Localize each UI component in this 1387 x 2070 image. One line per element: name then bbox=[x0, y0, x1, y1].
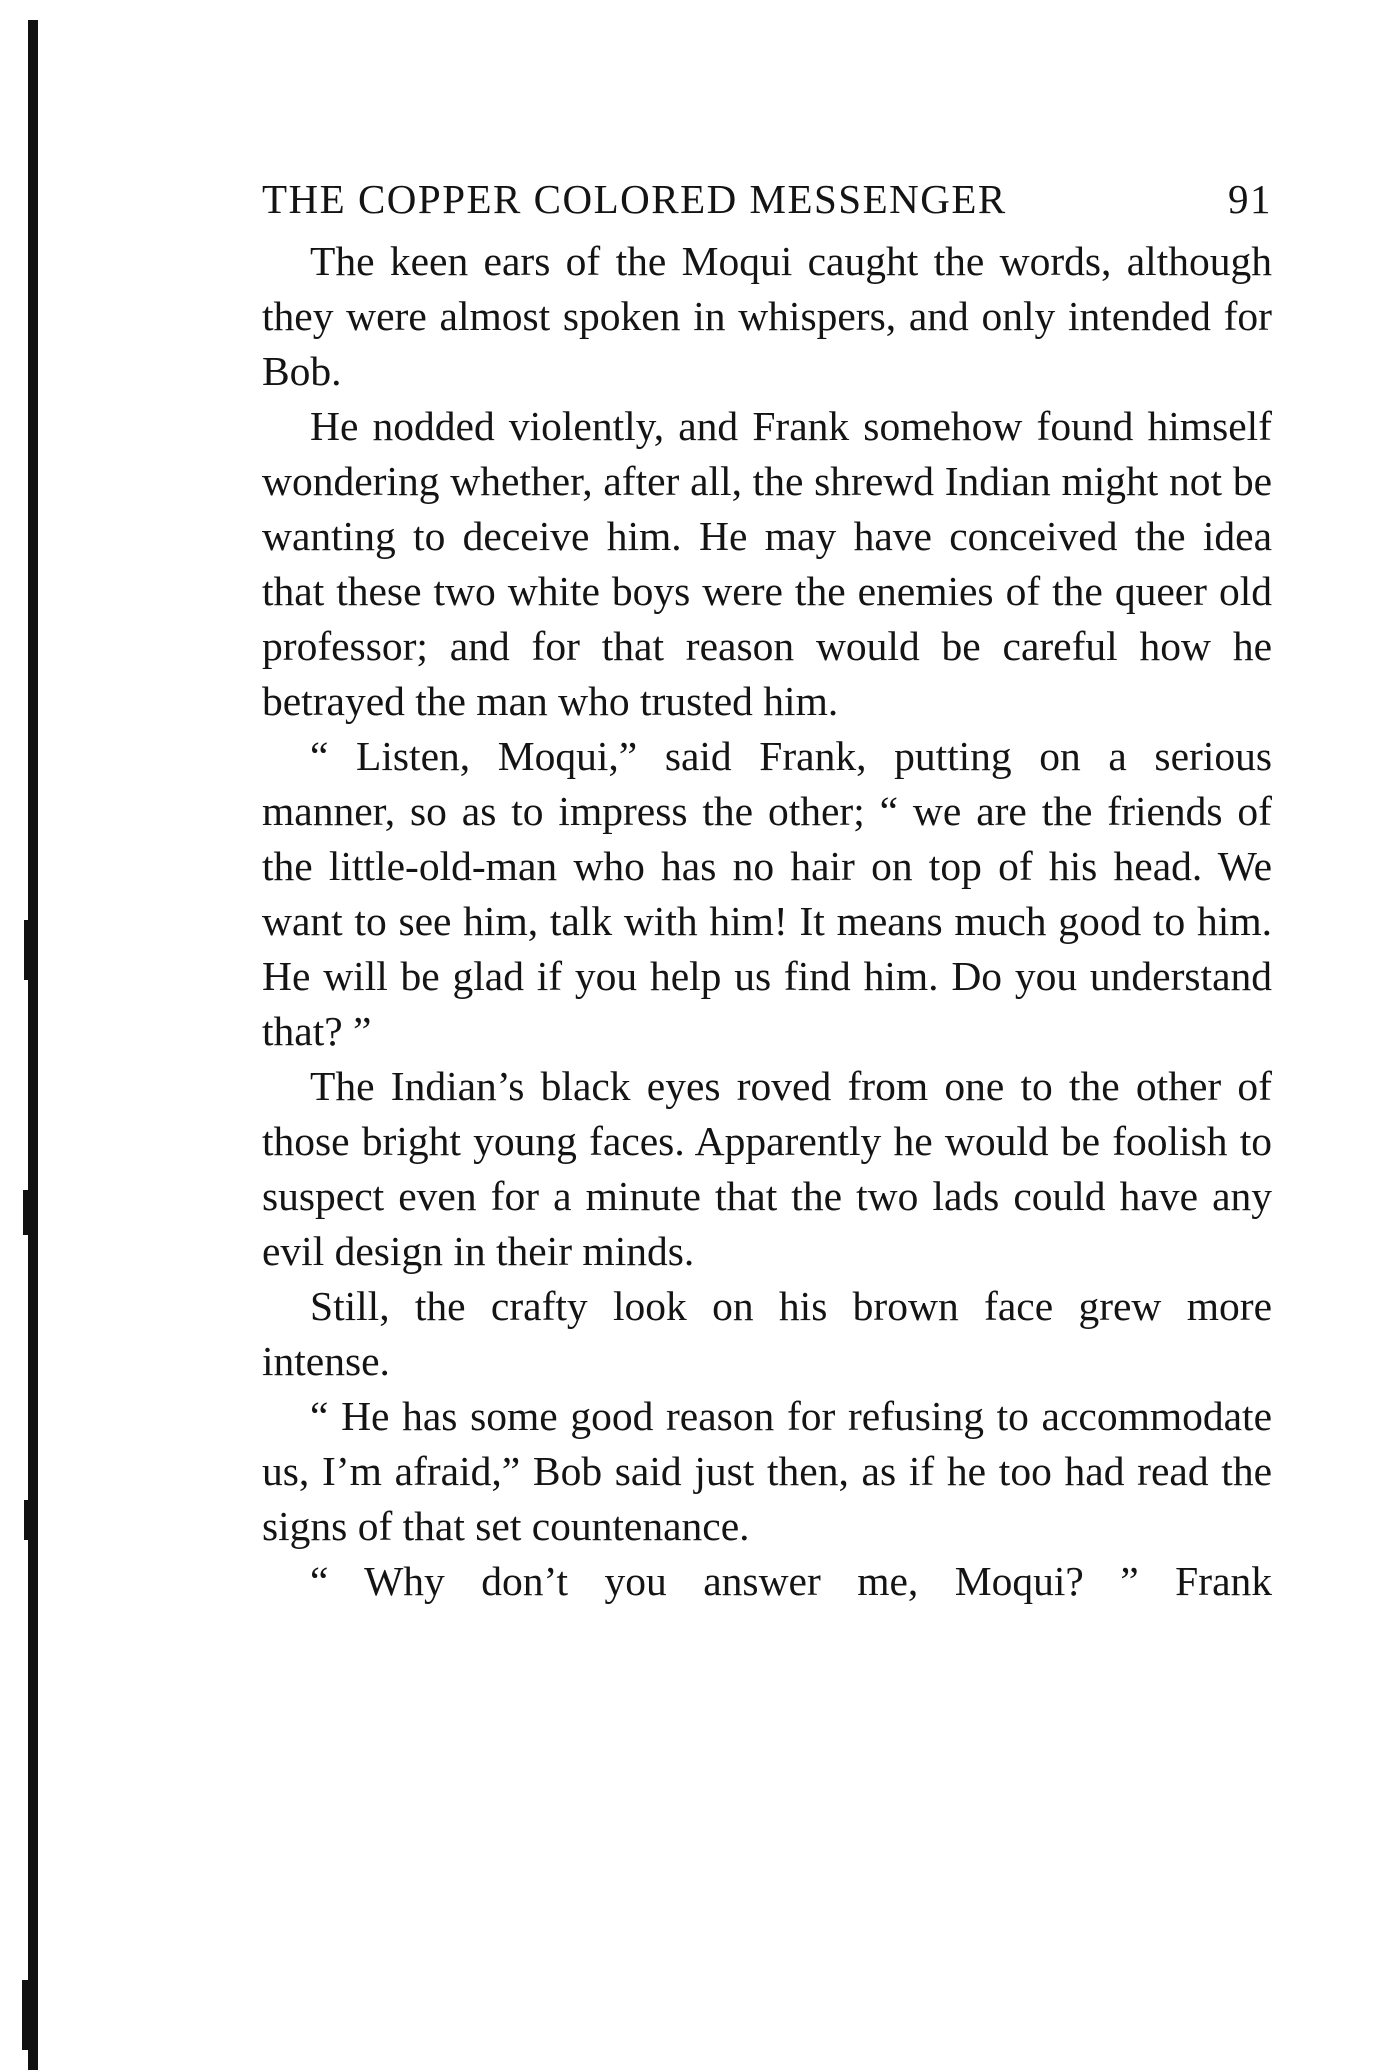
paragraph-5: Still, the crafty look on his brown face grew more intense. bbox=[262, 1283, 1272, 1384]
paragraph-6: “ He has some good reason for refusing to accommodate us, I’m afraid,” Bob said just then, as if he too had read the signs of that set countenance. bbox=[262, 1393, 1272, 1549]
running-head-title: THE COPPER COLORED MESSENGER bbox=[262, 176, 1007, 222]
paragraph-1: The keen ears of the Moqui caught the words, although they were almost spoken in whispers, and only intended for Bob. bbox=[262, 238, 1272, 394]
page-binding-edge bbox=[14, 20, 54, 2070]
paragraph-3: “ Listen, Moqui,” said Frank, putting on a serious manner, so as to impress the other; “ we are the friends of the little-old-man who has no hair on top of his head. We want to see him, talk with him! It means much good to him. He will be glad if you help us find him. Do you understand that? ” bbox=[262, 733, 1272, 1054]
page-number: 91 bbox=[1228, 176, 1272, 222]
paragraph-4: The Indian’s black eyes roved from one to the other of those bright young faces. Apparently he would be foolish to suspect even for a minute that the two lads could have any evil design in their minds. bbox=[262, 1063, 1272, 1274]
book-page bbox=[262, 170, 1272, 1609]
paragraph-7: “ Why don’t you answer me, Moqui? ” Frank bbox=[310, 1558, 1272, 1604]
paragraph-2: He nodded violently, and Frank somehow found himself wondering whether, after all, the shrewd Indian might not be wanting to deceive him. He may have conceived the idea that these two white boys were the enemies of the queer old professor; and for that reason would be careful how he betrayed the man who trusted him. bbox=[262, 403, 1272, 724]
running-head bbox=[262, 170, 1272, 228]
body-text bbox=[262, 234, 1272, 1609]
